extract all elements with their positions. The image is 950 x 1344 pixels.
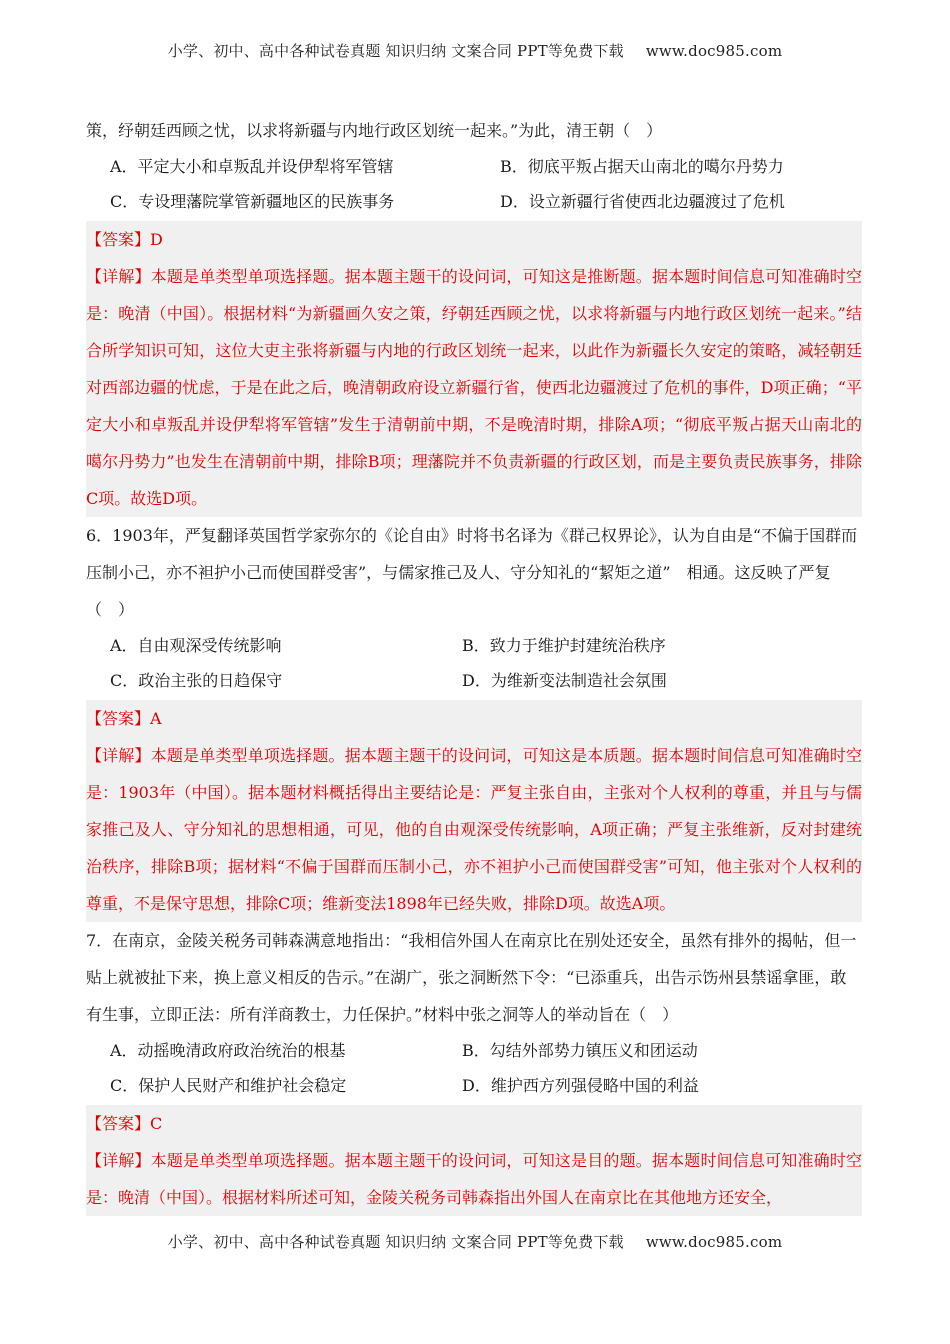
page-footer [0, 1231, 950, 1252]
question-5-options [110, 149, 862, 219]
question-6-option-c: C．政治主张的日趋保守 [110, 671, 283, 690]
question-7-options [110, 1033, 862, 1103]
question-7-answer-block [86, 1105, 862, 1216]
question-6-answer-block [86, 700, 862, 922]
question-7-option-d: D．维护西方列强侵略中国的利益 [462, 1076, 699, 1095]
question-7-option-c: C．保护人民财产和维护社会稳定 [110, 1076, 347, 1095]
page-content [86, 112, 862, 1216]
question-6-option-a: A．自由观深受传统影响 [110, 636, 282, 655]
page-header [0, 40, 950, 61]
question-7-explanation: 【详解】本题是单类型单项选择题。据本题主题干的设问词，可知这是目的题。据本题时间信息可知准确时空是：晚清（中国）。根据材料所述可知，金陵关税务司韩森指出外国人在南京比在其他地方还安全， [86, 1151, 862, 1207]
question-5-answer-block [86, 221, 862, 517]
question-6-option-b: B．致力于维护封建统治秩序 [462, 636, 666, 655]
question-7-stem: 7．在南京，金陵关税务司韩森满意地指出：“我相信外国人在南京比在别处还安全，虽然有排外的揭帖，但一贴上就被扯下来，换上意义相反的告示。”在湖广，张之洞断然下令：“已添重兵，出告示饬州县禁谣拿匪，敢有生事，立即正法：所有洋商教士，力任保护。”材料中张之洞等人的举动旨在（ ） [86, 931, 857, 1024]
question-5-answer: 【答案】D [86, 230, 163, 249]
question-5-stem: 策，纾朝廷西顾之忧，以求将新疆与内地行政区划统一起来。”为此，清王朝（ ） [86, 121, 663, 140]
question-6-explanation: 【详解】本题是单类型单项选择题。据本题主题干的设问词，可知这是本质题。据本题时间信息可知准确时空是：1903年（中国）。据本题材料概括得出主要结论是：严复主张自由，主张对个人权利的尊重，并且与与儒家推己及人、守分知礼的思想相通，可见，他的自由观深受传统影响，A项正确；严复主张维新，反对封建统治秩序，排除B项；据材料“不偏于国群而压制小己，亦不袒护小己而使国群受害”可知，他主张对个人权利的尊重，不是保守思想，排除C项；维新变法1898年已经失败，排除D项。故选A项。 [86, 746, 862, 913]
question-6-option-d: D．为维新变法制造社会氛围 [462, 671, 667, 690]
question-7-option-a: A．动摇晚清政府政治统治的根基 [110, 1041, 346, 1060]
question-5-explanation: 【详解】本题是单类型单项选择题。据本题主题干的设问词，可知这是推断题。据本题时间信息可知准确时空是：晚清（中国）。根据材料“为新疆画久安之策，纾朝廷西顾之忧，以求将新疆与内地行政区划统一起来。”结合所学知识可知，这位大吏主张将新疆与内地的行政区划统一起来，以此作为新疆长久安定的策略，减轻朝廷对西部边疆的忧虑，于是在此之后，晚清朝政府设立新疆行省，使西北边疆渡过了危机的事件，D项正确；“平定大小和卓叛乱并设伊犁将军管辖”发生于清朝前中期，不是晚清时期，排除A项；“彻底平叛占据天山南北的噶尔丹势力”也发生在清朝前中期，排除B项；理藩院并不负责新疆的行政区划，而是主要负责民族事务，排除C项。故选D项。 [86, 267, 862, 508]
question-5-option-a: A．平定大小和卓叛乱并设伊犁将军管辖 [110, 157, 394, 176]
footer-text: 小学、初中、高中各种试卷真题 知识归纳 文案合同 PPT等免费下载 [167, 1233, 624, 1251]
header-text: 小学、初中、高中各种试卷真题 知识归纳 文案合同 PPT等免费下载 [167, 42, 624, 60]
footer-url[interactable]: www.doc985.com [645, 1233, 783, 1251]
question-7-answer: 【答案】C [86, 1114, 163, 1133]
question-5-option-b: B．彻底平叛占据天山南北的噶尔丹势力 [500, 157, 784, 176]
question-5-option-d: D．设立新疆行省使西北边疆渡过了危机 [500, 192, 785, 211]
question-5-option-c: C．专设理藩院掌管新疆地区的民族事务 [110, 192, 395, 211]
header-url[interactable]: www.doc985.com [645, 42, 783, 60]
question-6-answer: 【答案】A [86, 709, 162, 728]
question-7-option-b: B．勾结外部势力镇压义和团运动 [462, 1041, 698, 1060]
question-6-options [110, 628, 862, 698]
question-6-stem: 6．1903年，严复翻译英国哲学家弥尔的《论自由》时将书名译为《群己权界论》，认为自由是“不偏于国群而压制小己，亦不袒护小己而使国群受害”，与儒家推己及人、守分知礼的“絜矩之道” 相通。这反映了严复（ ） [86, 526, 858, 619]
